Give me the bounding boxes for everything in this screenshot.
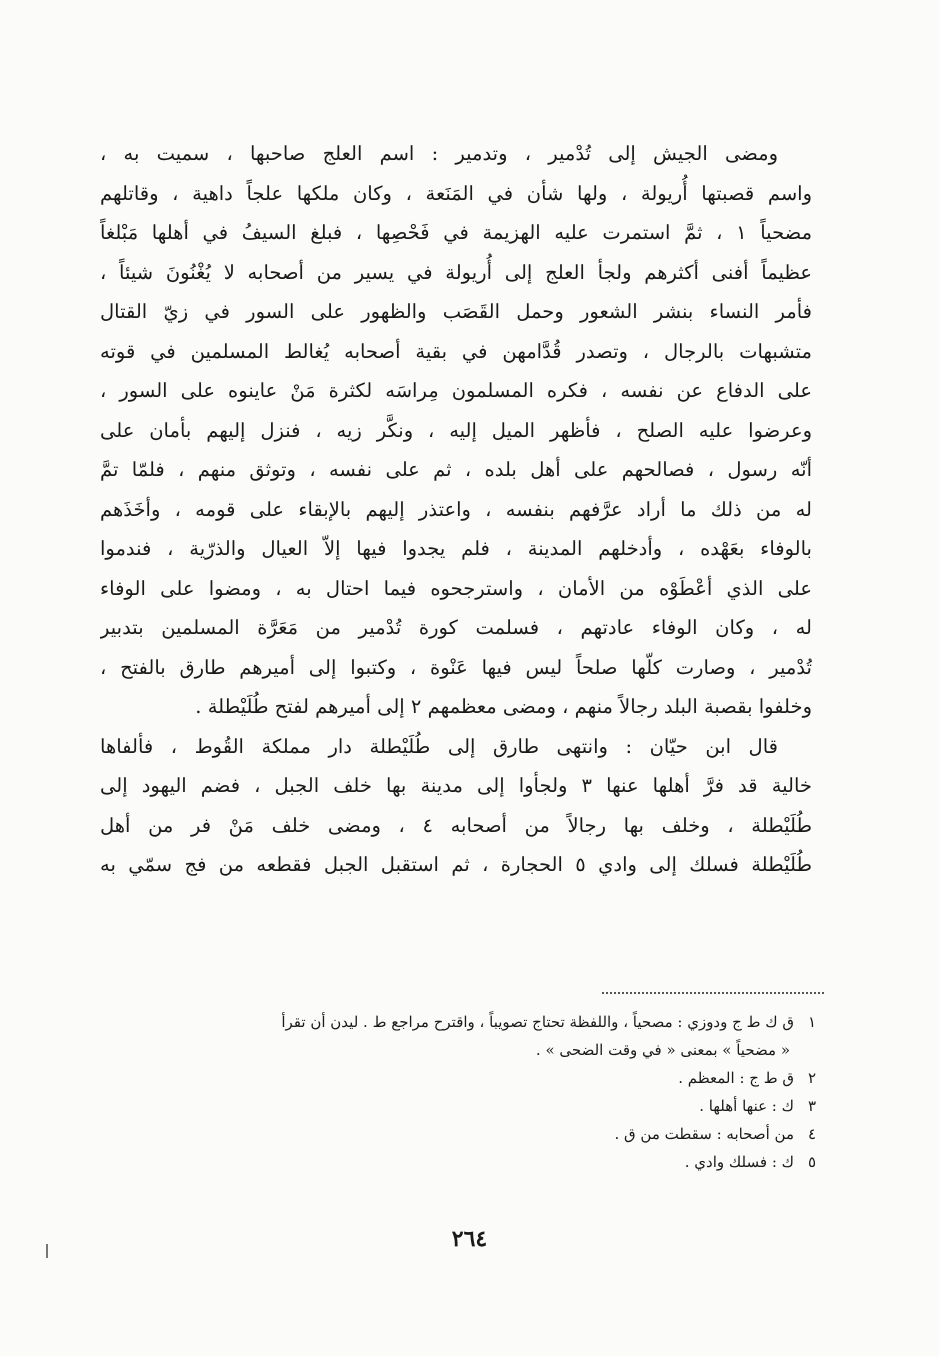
footnote	[100, 1092, 816, 1120]
footnote	[100, 1064, 816, 1092]
text-line: تُدْمير ، وصارت كلّها صلحاً ليس فيها عَنْوة ، وكتبوا إلى أميرهم طارق بالفتح ،	[100, 655, 812, 679]
text-line: على الدفاع عن نفسه ، فكره المسلمون مِراسَه لكثرة مَنْ عاينوه على السور ،	[100, 379, 812, 402]
text-line: قال ابن حيّان : وانتهى طارق إلى طُلَيْطلة دار مملكة القُوط ، فألفاها	[100, 734, 778, 758]
text-line: متشبهات بالرجال ، وتصدر قُدَّامهن في بقية أصحابه يُغالط المسلمين في قوته	[100, 339, 812, 363]
text-line: طُلَيْطلة فسلك إلى وادي ٥ الحجارة ، ثم استقبل الجبل فقطعه من فج سمّي به	[100, 853, 812, 876]
text-line: عظيماً أفنى أكثرهم ولجأ العلج إلى أُريولة في يسير من أصحابه لا يُغْنُونَ شيئاً ،	[100, 260, 812, 284]
footnote-text: « مضحياً » بمعنى « في وقت الضحى » .	[535, 1041, 790, 1059]
footnote-text: ك : فسلك وادي .	[684, 1153, 794, 1171]
text-line: بالوفاء بعَهْده ، وأدخلهم المدينة ، فلم يجدوا فيها إلاّ العيال والذرّية ، فندموا	[100, 537, 812, 560]
text-line: واسم قصبتها أُريولة ، ولها شأن في المَنَعة ، وكان ملكها علجاً داهية ، وقاتلهم	[100, 181, 812, 205]
footnote-continuation	[100, 1036, 816, 1064]
footnote-separator	[602, 992, 824, 994]
text-line: أنّه رسول ، فصالحهم على أهل بلده ، ثم على نفسه ، وتوثق منهم ، فلمّا تمَّ	[100, 458, 812, 481]
footnote	[100, 1008, 816, 1036]
text-line: مضحياً ١ ، ثمَّ استمرت عليه الهزيمة في فَحْصِها ، فبلغ السيفُ في أهلها مَبْلغاً	[100, 221, 812, 244]
text-line: ومضى الجيش إلى تُدْمير ، وتدمير : اسم العلج صاحبها ، سميت به ،	[100, 142, 778, 165]
footnote-text: ك : عنها أهلها .	[699, 1097, 794, 1115]
text-line: وخلفوا بقصبة البلد رجالاً منهم ، ومضى معظمهم ٢ إلى أميرهم لفتح طُلَيْطلة .	[195, 695, 812, 718]
footnote-text: ق ط ج : المعظم .	[678, 1069, 794, 1087]
footnote-number: ٣	[807, 1097, 816, 1115]
text-line: طُلَيْطلة ، وخلف بها رجالاً من أصحابه ٤ ، ومضى خلف مَنْ فر من أهل	[100, 813, 812, 837]
text-line: له ، وكان الوفاء عادتهم ، فسلمت كورة تُدْمير من مَعَرَّة المسلمين بتدبير	[100, 616, 812, 639]
footnote	[100, 1148, 816, 1176]
footnote	[100, 1120, 816, 1148]
footnote-number: ٥	[807, 1153, 816, 1171]
text-line: له من ذلك ما أراد عرَّفهم بنفسه ، واعتذر إليهم بالإبقاء على قومه ، وأخَذَهم	[100, 497, 812, 521]
footnote-text: من أصحابه : سقطت من ق .	[614, 1125, 794, 1143]
footnote-number: ١	[807, 1013, 816, 1031]
scan-mark	[46, 1244, 48, 1258]
main-text	[100, 134, 812, 885]
page-number: ٢٦٤	[451, 1226, 488, 1252]
footnote-number: ٢	[807, 1069, 816, 1087]
text-line: على الذي أعْطَوْه من الأمان ، واسترجحوه فيما احتال به ، ومضوا على الوفاء	[100, 576, 812, 600]
text-line: فأمر النساء بنشر الشعور وحمل القَصَب والظهور على السور في زيّ القتال	[100, 300, 812, 323]
text-line: خالية قد فرَّ أهلها عنها ٣ ولجأوا إلى مدينة بها خلف الجبل ، فضم اليهود إلى	[100, 774, 812, 797]
footnote-number: ٤	[807, 1125, 816, 1143]
footnotes	[100, 1008, 816, 1176]
text-line: وعرضوا عليه الصلح ، فأظهر الميل إليه ، ونكَّر زيه ، فنزل إليهم بأمان على	[100, 418, 812, 442]
footnote-text: ق ك ط ج ودوزي : مصحياً ، واللفظة تحتاج تصويباً ، واقترح مراجع ط . ليدن أن تقرأ	[281, 1013, 794, 1031]
